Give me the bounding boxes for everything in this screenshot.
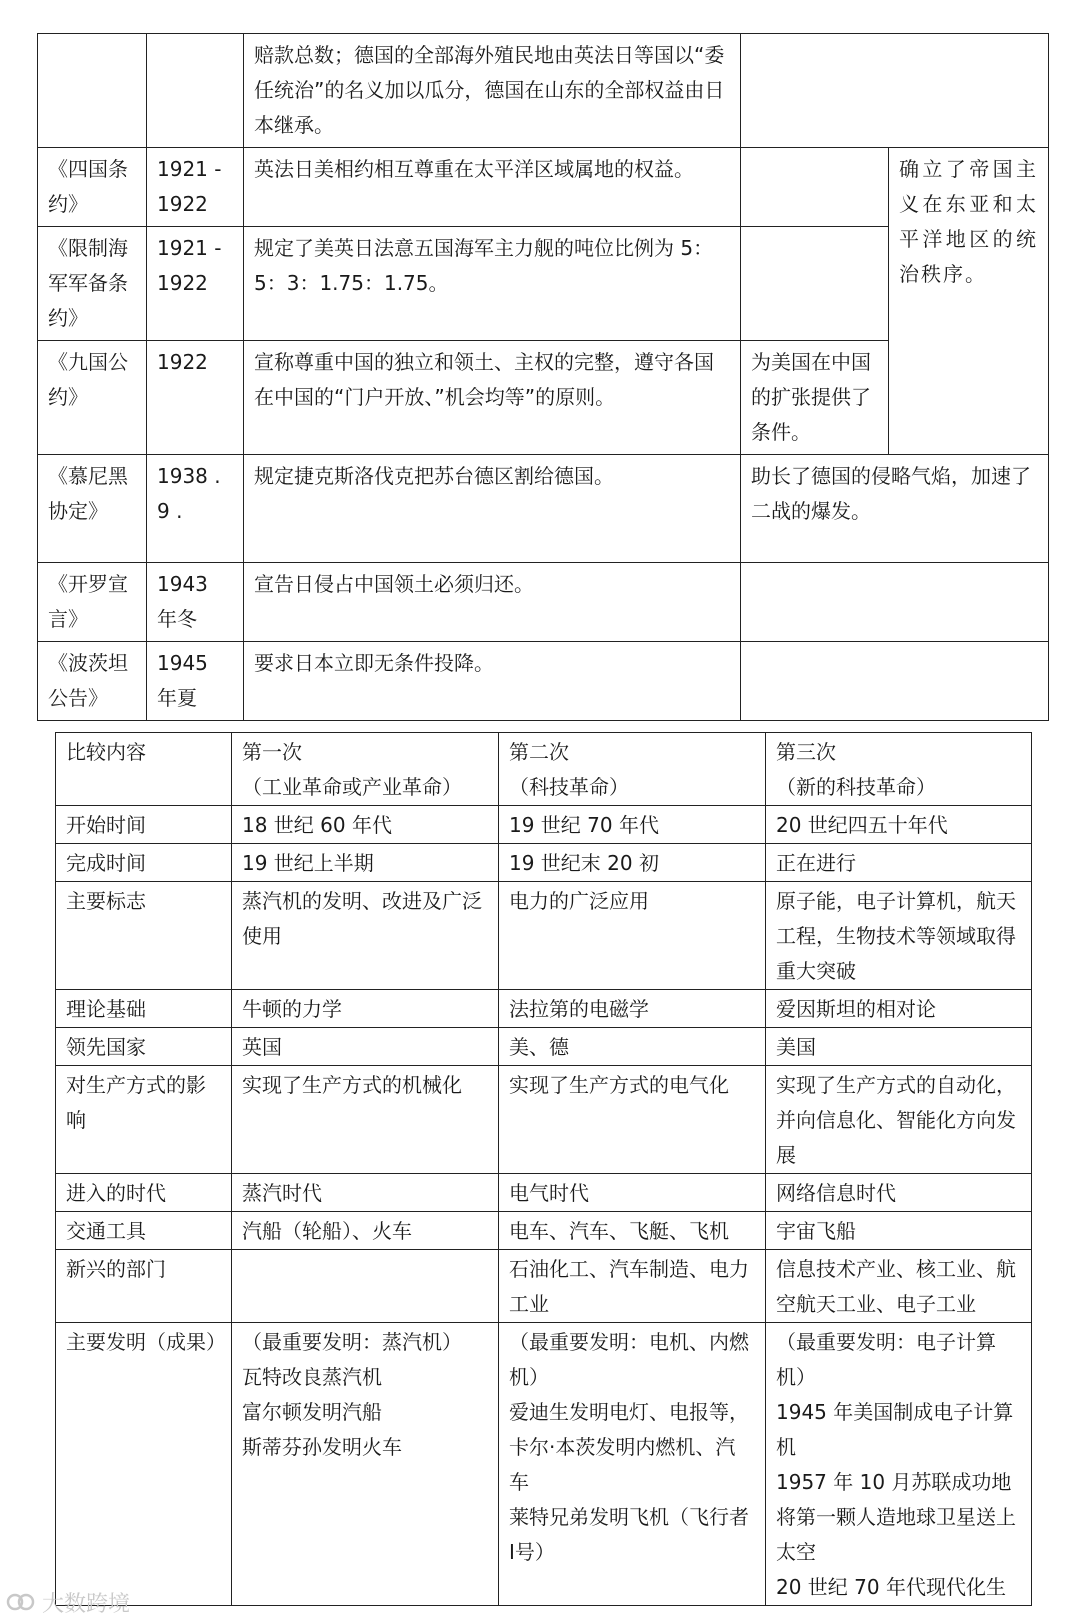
table-row — [56, 1028, 1032, 1066]
table-row — [38, 34, 1049, 148]
table-cell: 宇宙飞船 — [766, 1212, 1032, 1250]
treaty-date: 1943 年冬 — [147, 563, 244, 642]
table-row — [56, 1212, 1032, 1250]
table-row — [56, 882, 1032, 990]
table-cell: 实现了生产方式的自动化，并向信息化、智能化方向发展 — [766, 1066, 1032, 1174]
treaty-date — [147, 34, 244, 148]
treaty-impact — [741, 148, 889, 227]
brand-logo-icon — [6, 1589, 36, 1615]
table-cell: 19 世纪末 20 初 — [499, 844, 766, 882]
table-row — [38, 148, 1049, 227]
table-row — [38, 642, 1049, 721]
table-cell: 法拉第的电磁学 — [499, 990, 766, 1028]
treaty-date: 1922 — [147, 341, 244, 455]
table-cell: （最重要发明：电机、内燃机） 爱迪生发明电灯、电报等， 卡尔·本茨发明内燃机、汽车 莱特兄弟发明飞机（飞行者 Ⅰ号） — [499, 1323, 766, 1606]
revolution-comparison-table — [55, 732, 1032, 1606]
table-cell: 18 世纪 60 年代 — [232, 806, 499, 844]
treaty-table — [37, 33, 1049, 721]
table-cell: 英国 — [232, 1028, 499, 1066]
table-cell: 电车、汽车、飞艇、飞机 — [499, 1212, 766, 1250]
table-header-row — [56, 733, 1032, 806]
row-label: 新兴的部门 — [56, 1250, 232, 1323]
treaty-content: 宣告日侵占中国领土必须归还。 — [244, 563, 741, 642]
header-cell: 第二次 （科技革命） — [499, 733, 766, 806]
table-cell: 原子能，电子计算机，航天工程，生物技术等领域取得重大突破 — [766, 882, 1032, 990]
table-row — [38, 455, 1049, 563]
treaty-name: 《四国条约》 — [38, 148, 147, 227]
row-label: 理论基础 — [56, 990, 232, 1028]
table-cell: 蒸汽时代 — [232, 1174, 499, 1212]
table-cell: 实现了生产方式的机械化 — [232, 1066, 499, 1174]
treaty-name — [38, 34, 147, 148]
treaty-impact: 助长了德国的侵略气焰，加速了二战的爆发。 — [741, 455, 1049, 563]
table-cell: 石油化工、汽车制造、电力工业 — [499, 1250, 766, 1323]
header-cell: 第一次 （工业革命或产业革命） — [232, 733, 499, 806]
table-cell: 19 世纪上半期 — [232, 844, 499, 882]
treaty-date: 1945 年夏 — [147, 642, 244, 721]
table-cell: 信息技术产业、核工业、航空航天工业、电子工业 — [766, 1250, 1032, 1323]
table-cell: 网络信息时代 — [766, 1174, 1032, 1212]
table-cell: （最重要发明：蒸汽机） 瓦特改良蒸汽机 富尔顿发明汽船 斯蒂芬孙发明火车 — [232, 1323, 499, 1606]
treaty-content: 英法日美相约相互尊重在太平洋区域属地的权益。 — [244, 148, 741, 227]
treaty-date: 1921 -1922 — [147, 227, 244, 341]
treaty-content: 宣称尊重中国的独立和领土、主权的完整，遵守各国在中国的“门户开放、”机会均等”的原则。 — [244, 341, 741, 455]
table-cell: （最重要发明：电子计算机） 1945 年美国制成电子计算机 1957 年 10 月苏联成功地将第一颗人造地球卫星送上太空 20 世纪 70 年代现代化生 — [766, 1323, 1032, 1606]
table-cell: 美国 — [766, 1028, 1032, 1066]
watermark — [6, 1585, 146, 1619]
table-row — [56, 1066, 1032, 1174]
header-cell: 第三次 （新的科技革命） — [766, 733, 1032, 806]
table-cell: 电气时代 — [499, 1174, 766, 1212]
treaty-content: 规定了美英日法意五国海军主力舰的吨位比例为 5：5：3：1.75：1.75。 — [244, 227, 741, 341]
treaty-name: 《限制海军军备条约》 — [38, 227, 147, 341]
treaty-impact — [741, 563, 1049, 642]
table-row — [56, 1174, 1032, 1212]
row-label: 开始时间 — [56, 806, 232, 844]
treaty-impact — [741, 34, 1049, 148]
table-cell: 汽船（轮船）、火车 — [232, 1212, 499, 1250]
table-cell: 正在进行 — [766, 844, 1032, 882]
washington-system-note: 确立了帝国主义在东亚和太平洋地区的统治秩序。 — [889, 148, 1049, 455]
row-label: 进入的时代 — [56, 1174, 232, 1212]
treaty-date: 1921 -1922 — [147, 148, 244, 227]
row-label: 完成时间 — [56, 844, 232, 882]
table-cell: 电力的广泛应用 — [499, 882, 766, 990]
table-row — [56, 1323, 1032, 1606]
watermark-text: 大数跨境 — [42, 1591, 131, 1617]
row-label: 交通工具 — [56, 1212, 232, 1250]
treaty-content: 赔款总数；德国的全部海外殖民地由英法日等国以“委任统治”的名义加以瓜分，德国在山东的全部权益由日本继承。 — [244, 34, 741, 148]
table-cell: 20 世纪四五十年代 — [766, 806, 1032, 844]
table-cell: 蒸汽机的发明、改进及广泛使用 — [232, 882, 499, 990]
table-row — [56, 990, 1032, 1028]
table-cell: 19 世纪 70 年代 — [499, 806, 766, 844]
treaty-impact — [741, 227, 889, 341]
treaty-content: 要求日本立即无条件投降。 — [244, 642, 741, 721]
treaty-name: 《九国公约》 — [38, 341, 147, 455]
row-label: 主要发明（成果） — [56, 1323, 232, 1606]
table-cell: 爱因斯坦的相对论 — [766, 990, 1032, 1028]
table-cell: 美、德 — [499, 1028, 766, 1066]
row-label: 主要标志 — [56, 882, 232, 990]
treaty-name: 《波茨坦公告》 — [38, 642, 147, 721]
table-row — [56, 844, 1032, 882]
treaty-date: 1938 .9 . — [147, 455, 244, 563]
treaty-name: 《开罗宣言》 — [38, 563, 147, 642]
row-label: 对生产方式的影响 — [56, 1066, 232, 1174]
treaty-name: 《慕尼黑协定》 — [38, 455, 147, 563]
table-row — [56, 1250, 1032, 1323]
table-cell — [232, 1250, 499, 1323]
table-cell: 牛顿的力学 — [232, 990, 499, 1028]
treaty-impact: 为美国在中国的扩张提供了条件。 — [741, 341, 889, 455]
header-cell: 比较内容 — [56, 733, 232, 806]
table-cell: 实现了生产方式的电气化 — [499, 1066, 766, 1174]
table-row — [56, 806, 1032, 844]
row-label: 领先国家 — [56, 1028, 232, 1066]
treaty-content: 规定捷克斯洛伐克把苏台德区割给德国。 — [244, 455, 741, 563]
table-row — [38, 563, 1049, 642]
treaty-impact — [741, 642, 1049, 721]
